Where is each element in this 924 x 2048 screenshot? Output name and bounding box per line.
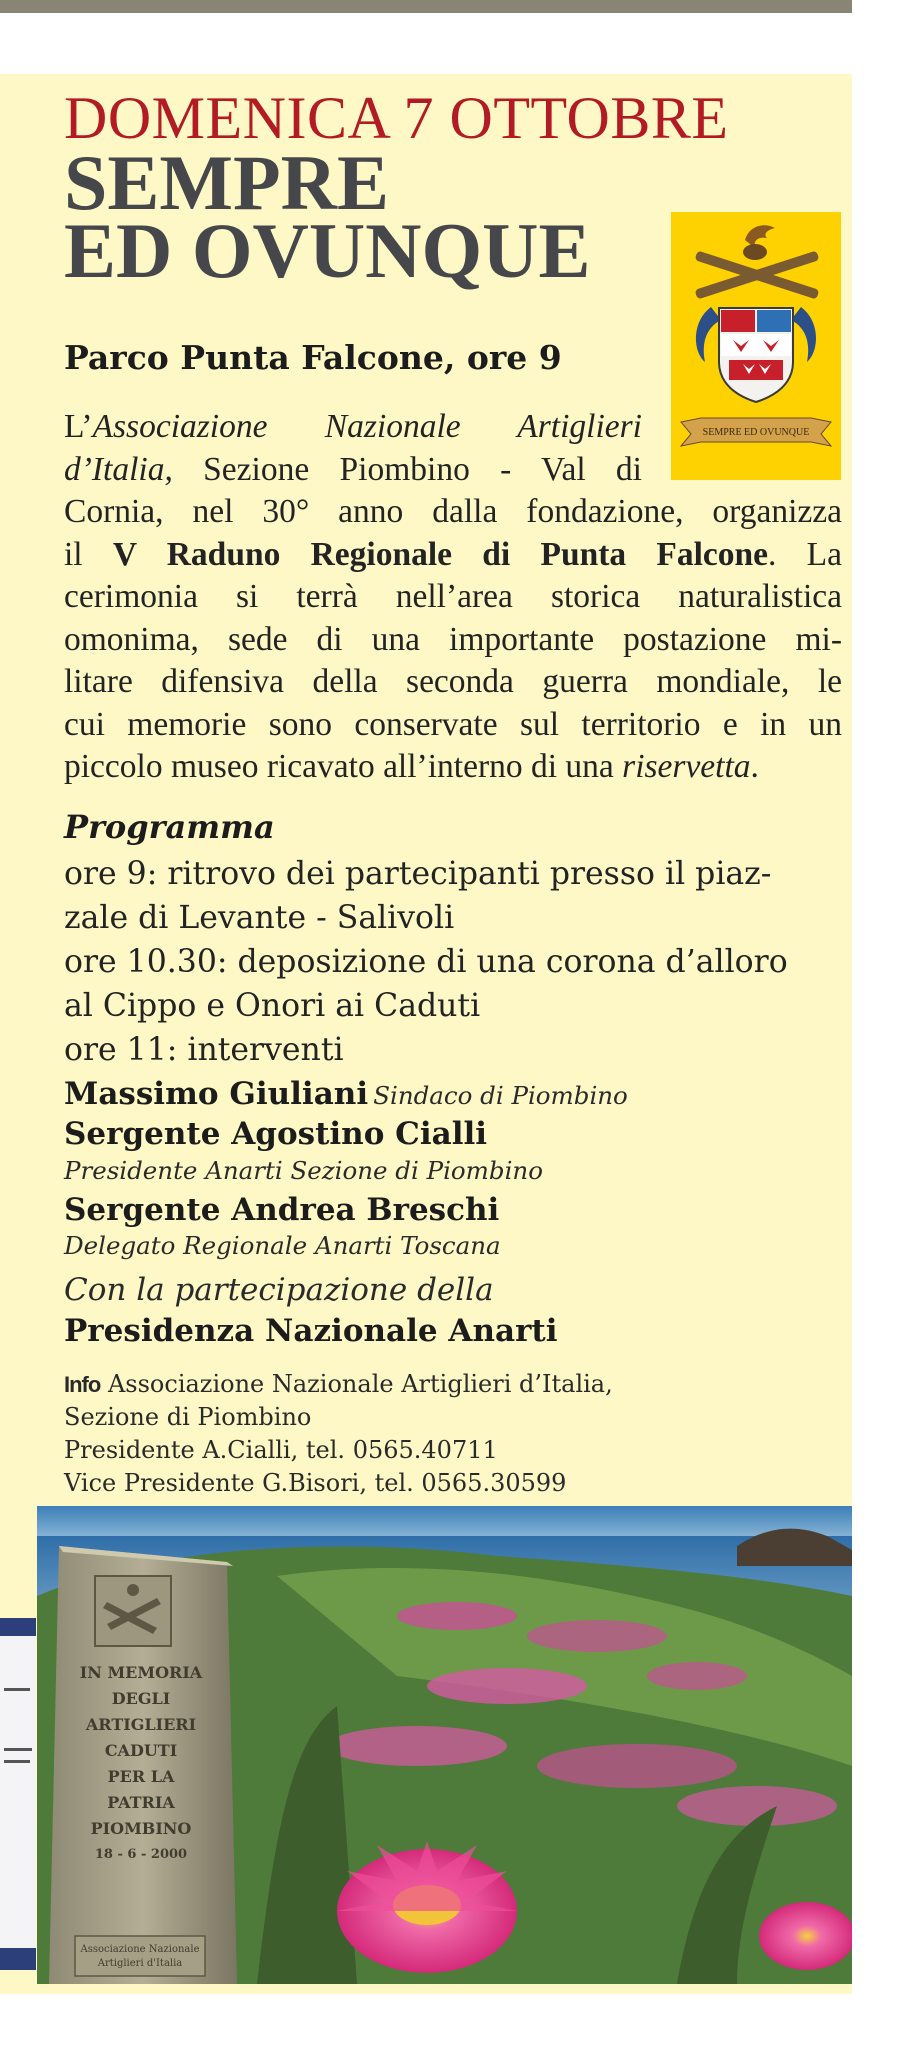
memorial-stone-photo: [37, 1506, 852, 1984]
description-line: d’Italia, Sezione Piombino - Val di: [64, 450, 642, 488]
programma-line: zale di Levante - Salivoli: [64, 900, 455, 936]
description-line: cui memorie sono conservate sul territorio e in un: [64, 705, 842, 743]
speaker-role: Presidente Anarti Sezione di Piombino: [64, 1156, 543, 1185]
stone-inscription: PER LA: [107, 1767, 175, 1786]
info-line: Sezione di Piombino: [64, 1403, 312, 1431]
programma-heading: Programma: [64, 808, 275, 846]
programma-line: ore 11: interventi: [64, 1032, 344, 1068]
adjacent-page-fragment: [0, 1618, 36, 1970]
participation-line: Con la partecipazione della: [64, 1272, 494, 1308]
programma-line: ore 9: ritrovo dei partecipanti presso il piaz-: [64, 856, 772, 892]
description-line: cerimonia si terrà nell’area storica naturalistica: [64, 578, 842, 615]
event-location-time: Parco Punta Falcone, ore 9: [64, 338, 562, 377]
participation-org: Presidenza Nazionale Anarti: [64, 1313, 558, 1349]
description-line: piccolo museo ricavato all’interno di una riservetta.: [64, 748, 759, 785]
stone-inscription: PATRIA: [107, 1793, 175, 1812]
info-tag: Info: [64, 1372, 101, 1397]
description-line: litare difensiva della seconda guerra mondiale, le: [64, 663, 842, 700]
speaker-name: Sergente Andrea Breschi: [64, 1192, 500, 1228]
description-line: omonima, sede di una importante postazione mi-: [64, 620, 842, 658]
event-title-line2: ED OVUNQUE: [64, 207, 591, 294]
stone-plate-text: Associazione Nazionale: [80, 1944, 200, 1955]
description-line: L’Associazione Nazionale Artiglieri: [64, 408, 642, 445]
speaker-breschi: [64, 1192, 499, 1228]
speaker-giuliani: [64, 1076, 628, 1112]
stone-inscription: CADUTI: [104, 1741, 178, 1760]
event-date: DOMENICA 7 OTTOBRE: [64, 85, 729, 151]
stone-plate-text: Artiglieri d'Italia: [97, 1958, 183, 1969]
info-line: Info Associazione Nazionale Artiglieri d’Italia,: [64, 1370, 613, 1398]
programma-list: [64, 852, 844, 1072]
programma-line: al Cippo e Onori ai Caduti: [64, 988, 481, 1024]
speaker-name: Sergente Agostino Cialli: [64, 1116, 488, 1152]
speaker-name: Massimo Giuliani: [64, 1076, 369, 1112]
info-box: [64, 1368, 844, 1500]
speaker-cialli: [64, 1116, 487, 1152]
stone-inscription: IN MEMORIA: [79, 1663, 203, 1682]
event-title-line1: SEMPRE: [64, 139, 390, 226]
info-line: Presidente A.Cialli, tel. 0565.40711: [64, 1436, 498, 1464]
stone-inscription: DEGLI: [111, 1689, 171, 1708]
speaker-role: Sindaco di Piombino: [373, 1081, 628, 1110]
programma-line: ore 10.30: deposizione di una corona d’alloro: [64, 944, 788, 980]
event-description: [64, 406, 842, 789]
info-line: Vice Presidente G.Bisori, tel. 0565.30599: [64, 1469, 567, 1497]
stone-inscription: PIOMBINO: [90, 1819, 192, 1838]
logo-motto: SEMPRE ED OVUNQUE: [702, 427, 810, 438]
stone-inscription: 18 - 6 - 2000: [94, 1847, 188, 1862]
top-border-bar: [0, 0, 852, 13]
description-line: il V Raduno Regionale di Punta Falcone. La: [64, 535, 843, 573]
description-line: Cornia, nel 30° anno dalla fondazione, organizza: [64, 493, 842, 530]
speaker-role: Delegato Regionale Anarti Toscana: [64, 1231, 501, 1260]
stone-inscription: ARTIGLIERI: [85, 1715, 197, 1734]
